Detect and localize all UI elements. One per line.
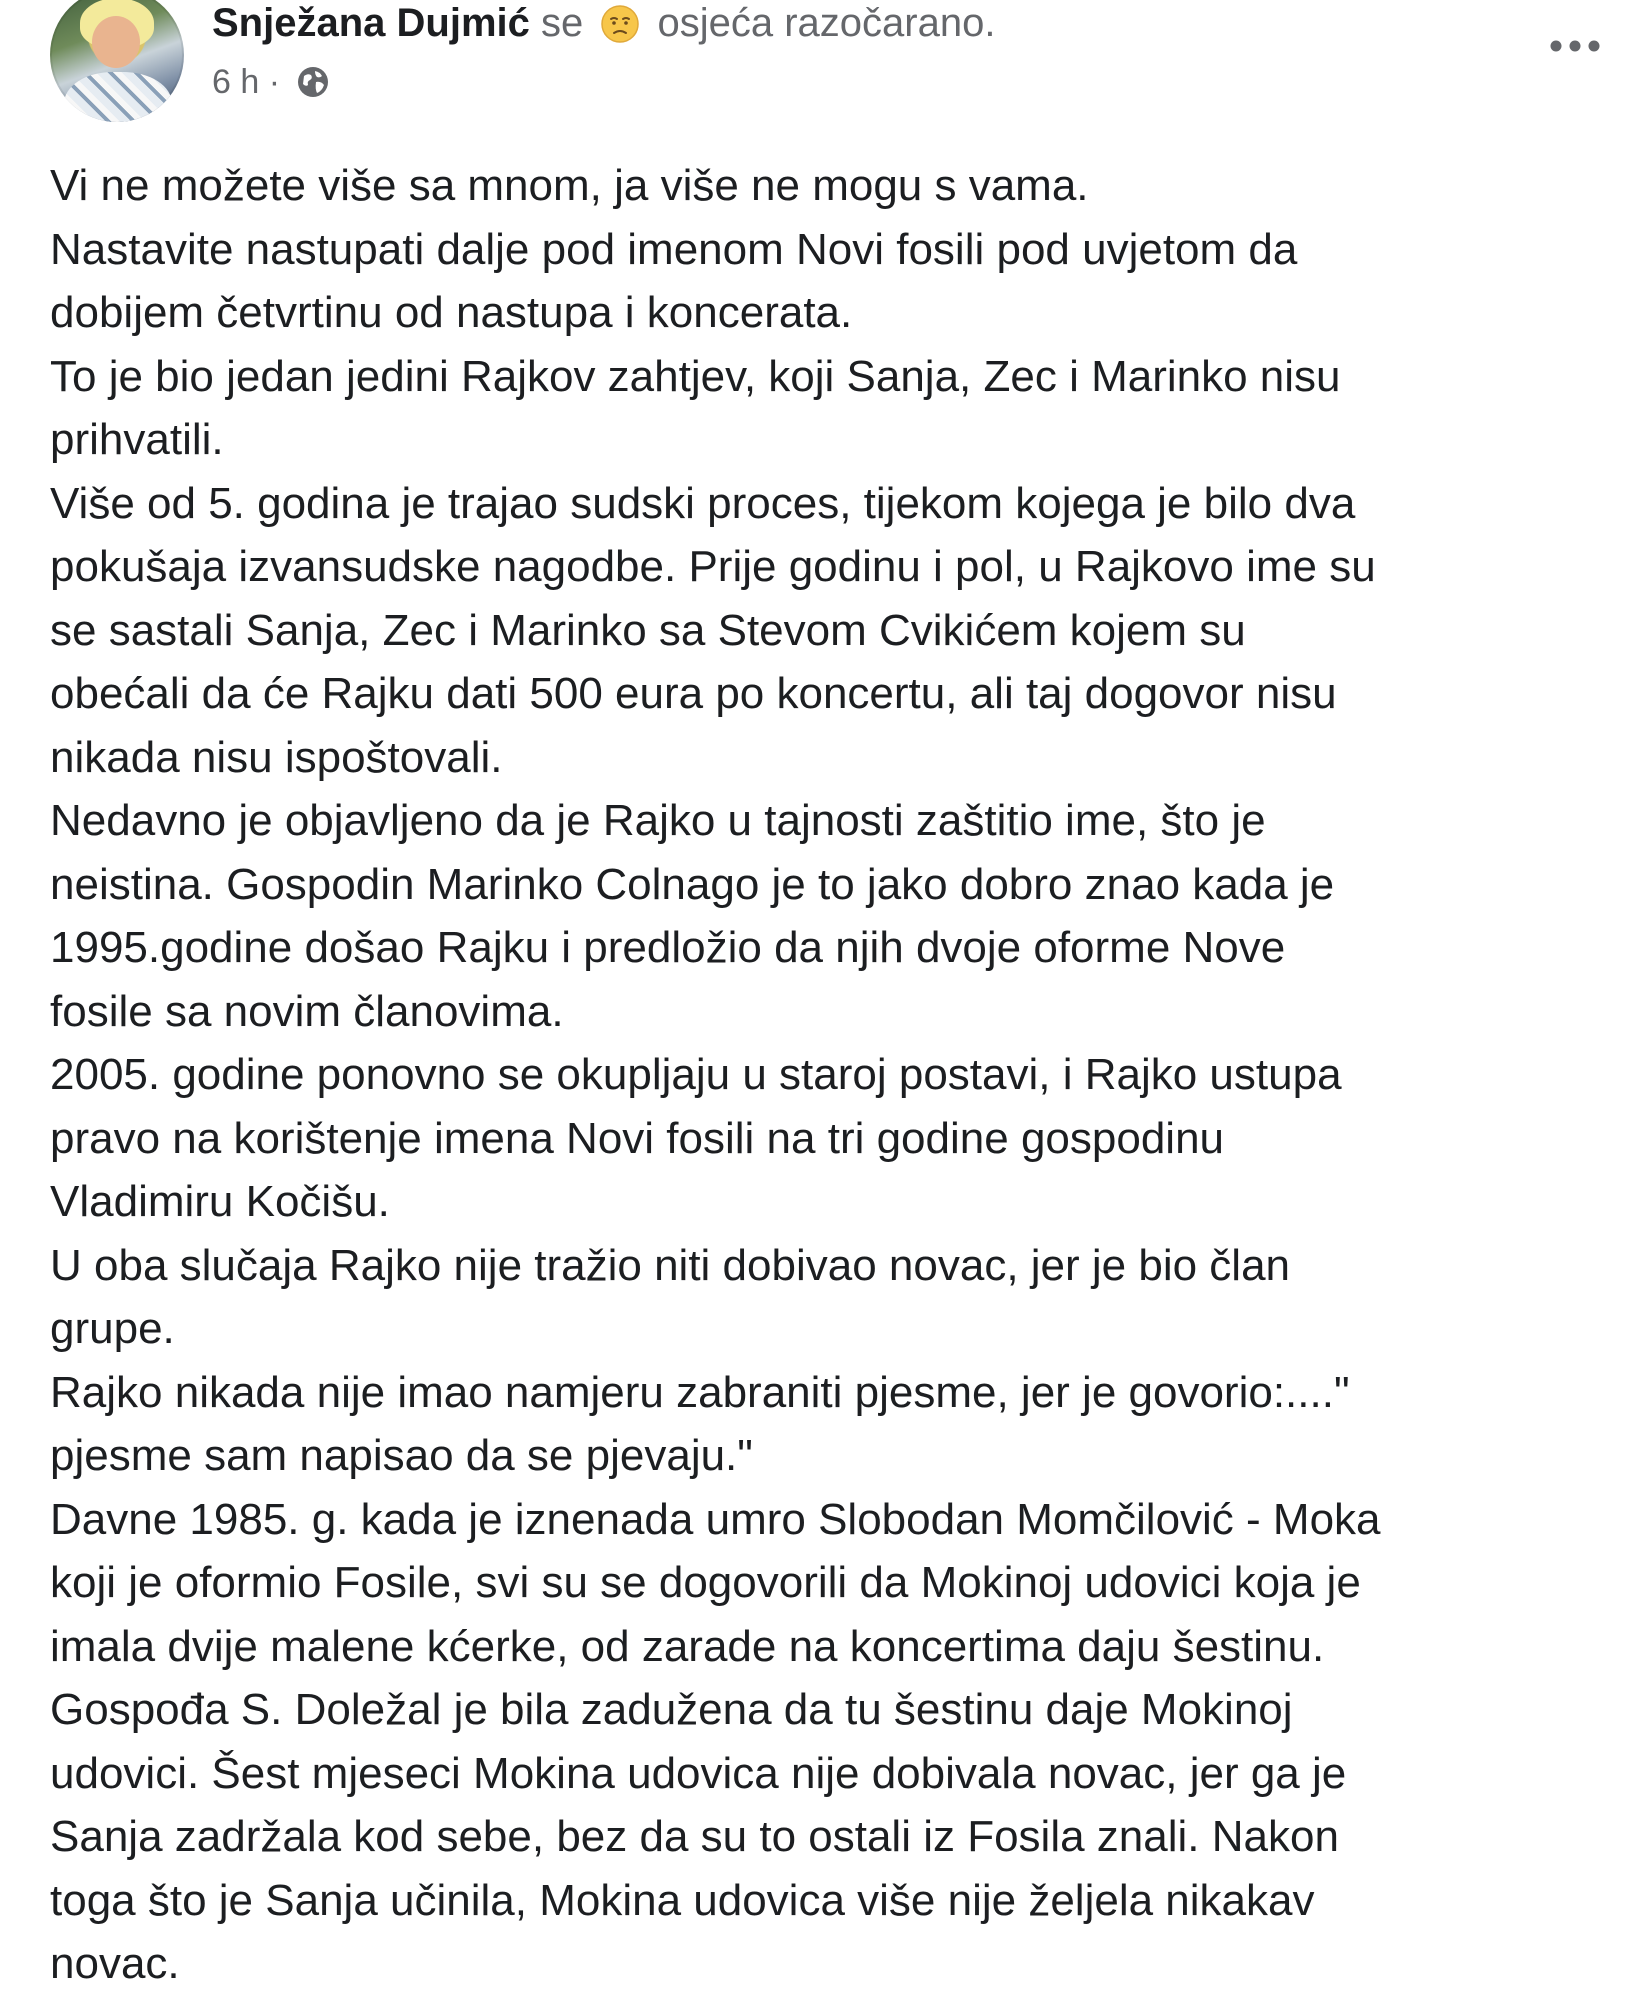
post-text-line: toga što je Sanja učinila, Mokina udovica više nije željela nikakav [50,1875,1315,1925]
post-text-line: Vladimiru Kočišu. [50,1177,390,1226]
post-text-line: U oba slučaja Rajko nije tražio niti dobivao novac, jer je bio član [50,1240,1291,1290]
post-text-line: Gospođa S. Doležal je bila zadužena da tu šestinu daje Mokinoj [50,1685,1293,1734]
post-text-line: Rajko nikada nije imao namjeru zabraniti pjesme, jer je govorio:...." [50,1367,1350,1417]
post-text-line: 2005. godine ponovno se okupljaju u staroj postavi, i Rajko ustupa [50,1050,1342,1099]
post-text-line: koji je oformio Fosile, svi su se dogovorili da Mokinoj udovici koja je [50,1558,1361,1607]
post-text-line: obećali da će Rajku dati 500 eura po koncertu, ali taj dogovor nisu [50,669,1337,718]
feeling-prefix: se [541,1,584,45]
post-text-line: Davne 1985. g. kada je iznenada umro Slobodan Momčilović - Moka [50,1494,1381,1544]
globe-icon[interactable] [296,65,330,99]
post-text-line: novac. [50,1939,180,1988]
avatar-face-shape [92,16,140,68]
post-text-line: Sanja zadržala kod sebe, bez da su to ostali iz Fosila znali. Nakon [50,1812,1339,1861]
post-text-line: 1995.godine došao Rajku i predložio da njih dvoje oforme Nove [50,923,1286,972]
post-text-line: grupe. [50,1304,175,1353]
post-text-line: neistina. Gospodin Marinko Colnago je to jako dobro znao kada je [50,859,1335,909]
post-text-line: dobijem četvrtinu od nastupa i koncerata. [50,288,853,337]
post-text-line: Nastavite nastupati dalje pod imenom Novi fosili pod uvjetom da [50,224,1298,274]
post-text-line: nikada nisu ispoštovali. [50,732,503,782]
post-text-line: prihvatili. [50,415,224,464]
post-timestamp[interactable]: 6 h [212,63,260,101]
author-avatar[interactable] [50,0,184,122]
disappointed-face-icon [600,4,640,44]
author-feeling-line [212,0,995,50]
post-text-line: To je bio jedan jedini Rajkov zahtjev, koji Sanja, Zec i Marinko nisu [50,351,1341,401]
post-text-line: fosile sa novim članovima. [50,986,564,1036]
author-name[interactable]: Snježana Dujmić [212,1,530,45]
post-text-line: pjesme sam napisao da se pjevaju." [50,1431,753,1480]
post-text-line: udovici. Šest mjeseci Mokina udovica nije dobivala novac, jer ga je [50,1748,1347,1798]
post-text-line: se sastali Sanja, Zec i Marinko sa Stevom Cvikićem kojem su [50,605,1246,655]
feeling-text: osjeća razočarano. [657,1,996,45]
more-options-icon [1540,26,1610,66]
meta-separator: · [268,63,281,101]
post-meta [212,62,330,102]
post-text-line: pokušaja izvansudske nagodbe. Prije godinu i pol, u Rajkovo ime su [50,542,1376,591]
post-text-line: imala dvije malene kćerke, od zarade na koncertima daju šestinu. [50,1621,1325,1671]
post-text-line: Više od 5. godina je trajao sudski proces, tijekom kojega je bilo dva [50,478,1356,528]
post-header [50,0,1610,125]
post-text-line: Nedavno je objavljeno da je Rajko u tajnosti zaštitio ime, što je [50,796,1266,845]
post-text-line: Vi ne možete više sa mnom, ja više ne mogu s vama. [50,161,1089,210]
post-text-line: pravo na korištenje imena Novi fosili na tri godine gospodinu [50,1113,1225,1163]
more-options-button[interactable] [1540,26,1610,66]
post-text [50,154,1620,1996]
avatar-shirt-shape [64,72,172,122]
